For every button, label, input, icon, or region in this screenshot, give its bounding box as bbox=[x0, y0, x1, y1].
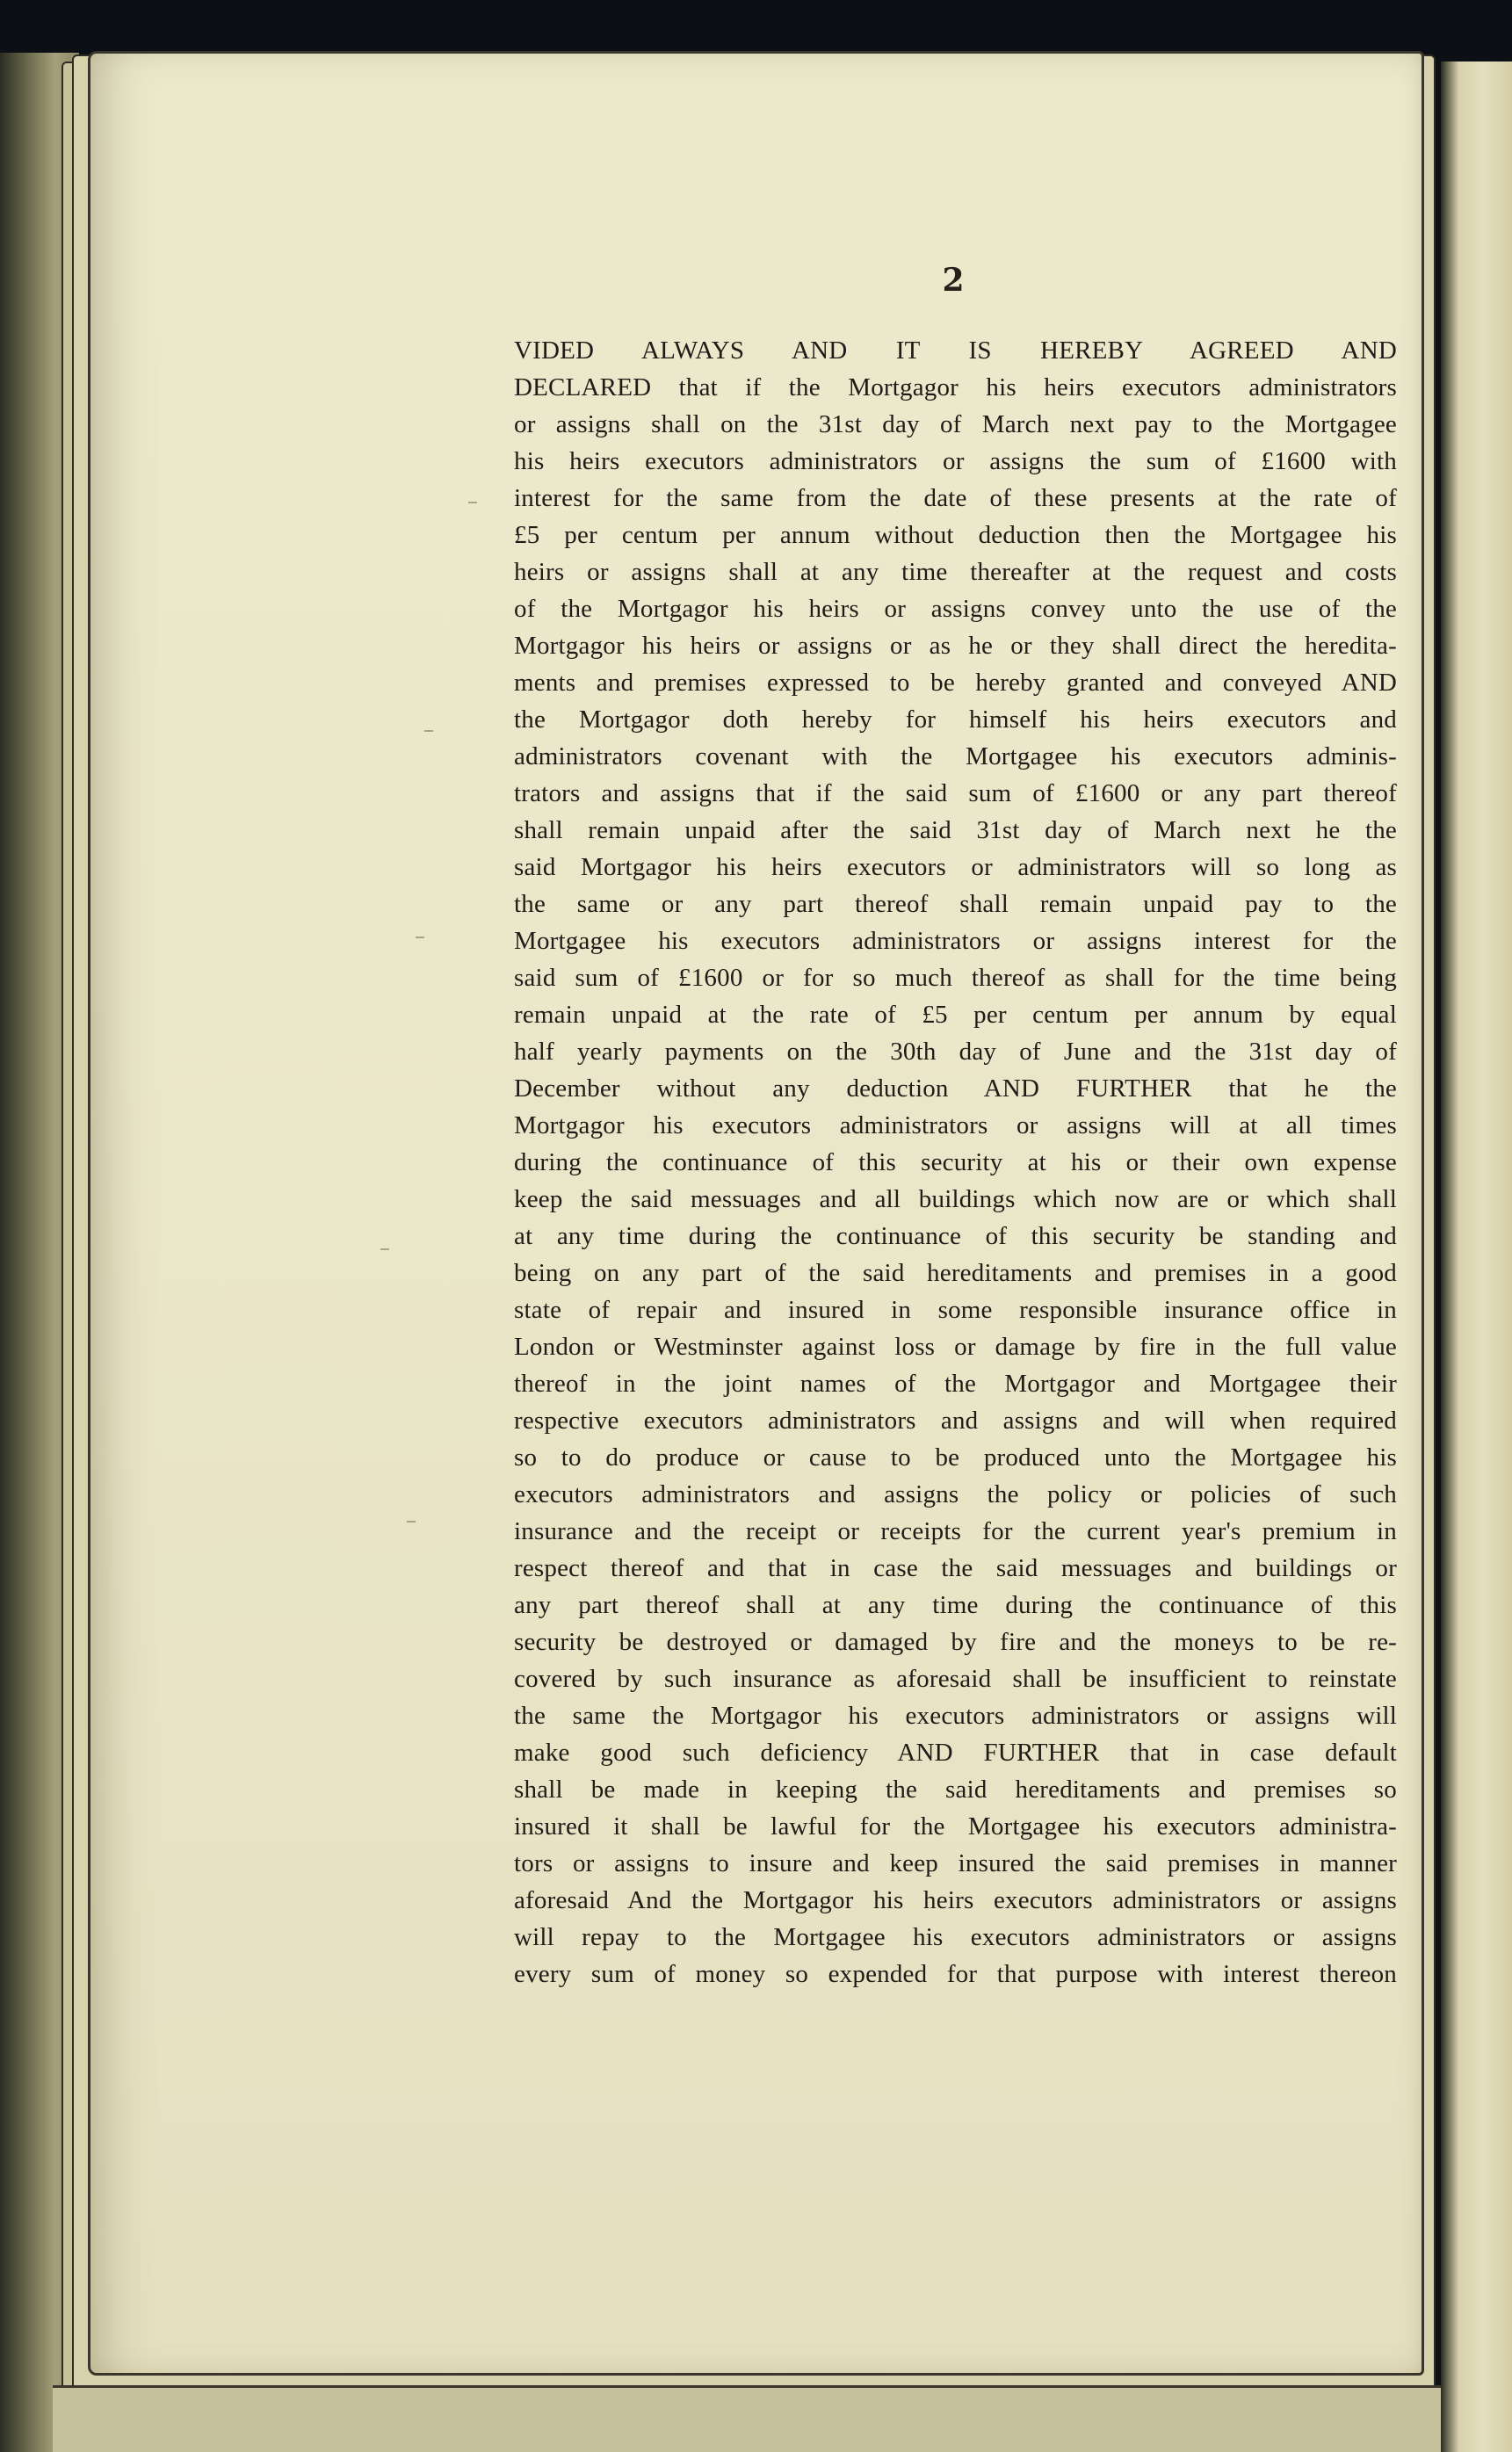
text-line: interest for the same from the date of these presents at the rate of bbox=[514, 484, 1397, 512]
text-line: make good such deficiency AND FURTHER that in case default bbox=[514, 1739, 1397, 1767]
text-line: covered by such insurance as aforesaid shall be insufficient to reinstate bbox=[514, 1665, 1397, 1693]
text-line: aforesaid And the Mortgagor his heirs executors administrators or assigns bbox=[514, 1886, 1397, 1914]
text-line: during the continuance of this security at his or their own expense bbox=[514, 1148, 1397, 1176]
text-line: Mortgagor his heirs or assigns or as he or they shall direct the heredita- bbox=[514, 632, 1397, 660]
text-line: trators and assigns that if the said sum of £1600 or any part thereof bbox=[514, 779, 1397, 807]
adjacent-page-edge bbox=[1441, 61, 1512, 2452]
text-line: state of repair and insured in some responsible insurance office in bbox=[514, 1296, 1397, 1324]
text-line: tors or assigns to insure and keep insured the said premises in manner bbox=[514, 1849, 1397, 1877]
text-line: VIDED ALWAYS AND IT IS HEREBY AGREED AND bbox=[514, 336, 1397, 365]
margin-mark bbox=[416, 937, 424, 938]
margin-mark bbox=[380, 1248, 389, 1250]
text-line: £5 per centum per annum without deduction then the Mortgagee his bbox=[514, 521, 1397, 549]
text-line: insured it shall be lawful for the Mortgagee his executors administra- bbox=[514, 1812, 1397, 1841]
text-line: remain unpaid at the rate of £5 per centum per annum by equal bbox=[514, 1001, 1397, 1029]
text-line: security be destroyed or damaged by fire and the moneys to be re- bbox=[514, 1628, 1397, 1656]
text-line: the same the Mortgagor his executors administrators or assigns will bbox=[514, 1702, 1397, 1730]
text-line: shall be made in keeping the said hereditaments and premises so bbox=[514, 1776, 1397, 1804]
text-line: insurance and the receipt or receipts for the current year's premium in bbox=[514, 1517, 1397, 1545]
text-line: any part thereof shall at any time during the continuance of this bbox=[514, 1591, 1397, 1619]
text-line: so to do produce or cause to be produced unto the Mortgagee his bbox=[514, 1443, 1397, 1472]
text-line: every sum of money so expended for that purpose with interest thereon bbox=[514, 1960, 1397, 1988]
text-line: Mortgagee his executors administrators or assigns interest for the bbox=[514, 927, 1397, 955]
text-line: DECLARED that if the Mortgagor his heirs executors administrators bbox=[514, 373, 1397, 401]
text-line: thereof in the joint names of the Mortgagor and Mortgagee their bbox=[514, 1370, 1397, 1398]
document-body bbox=[514, 332, 1397, 1993]
text-line: executors administrators and assigns the policy or policies of such bbox=[514, 1480, 1397, 1508]
text-line: respect thereof and that in case the said messuages and buildings or bbox=[514, 1554, 1397, 1582]
text-line: December without any deduction AND FURTHER that he the bbox=[514, 1074, 1397, 1103]
text-line: Mortgagor his executors administrators or assigns will at all times bbox=[514, 1111, 1397, 1139]
margin-mark bbox=[424, 730, 433, 732]
text-line: will repay to the Mortgagee his executors administrators or assigns bbox=[514, 1923, 1397, 1951]
text-line: said Mortgagor his heirs executors or administrators will so long as bbox=[514, 853, 1397, 881]
text-line: or assigns shall on the 31st day of March next pay to the Mortgagee bbox=[514, 410, 1397, 438]
page-number: 2 bbox=[942, 262, 965, 299]
text-line: the same or any part thereof shall remain unpaid pay to the bbox=[514, 890, 1397, 918]
text-line: the Mortgagor doth hereby for himself his heirs executors and bbox=[514, 705, 1397, 734]
text-line: keep the said messuages and all buildings which now are or which shall bbox=[514, 1185, 1397, 1213]
text-line: heirs or assigns shall at any time thereafter at the request and costs bbox=[514, 558, 1397, 586]
text-line: London or Westminster against loss or damage by fire in the full value bbox=[514, 1333, 1397, 1361]
text-line: respective executors administrators and assigns and will when required bbox=[514, 1407, 1397, 1435]
text-line: shall remain unpaid after the said 31st day of March next he the bbox=[514, 816, 1397, 844]
text-line: said sum of £1600 or for so much thereof as shall for the time being bbox=[514, 964, 1397, 992]
text-line: his heirs executors administrators or assigns the sum of £1600 with bbox=[514, 447, 1397, 475]
text-line: half yearly payments on the 30th day of June and the 31st day of bbox=[514, 1038, 1397, 1066]
text-line: being on any part of the said hereditaments and premises in a good bbox=[514, 1259, 1397, 1287]
bottom-page-edge bbox=[53, 2385, 1441, 2452]
margin-mark bbox=[407, 1521, 416, 1523]
text-line: of the Mortgagor his heirs or assigns convey unto the use of the bbox=[514, 595, 1397, 623]
text-line: administrators covenant with the Mortgagee his executors adminis- bbox=[514, 742, 1397, 770]
margin-mark bbox=[468, 502, 477, 503]
text-line: at any time during the continuance of this security be standing and bbox=[514, 1222, 1397, 1250]
text-line: ments and premises expressed to be hereby granted and conveyed AND bbox=[514, 669, 1397, 697]
